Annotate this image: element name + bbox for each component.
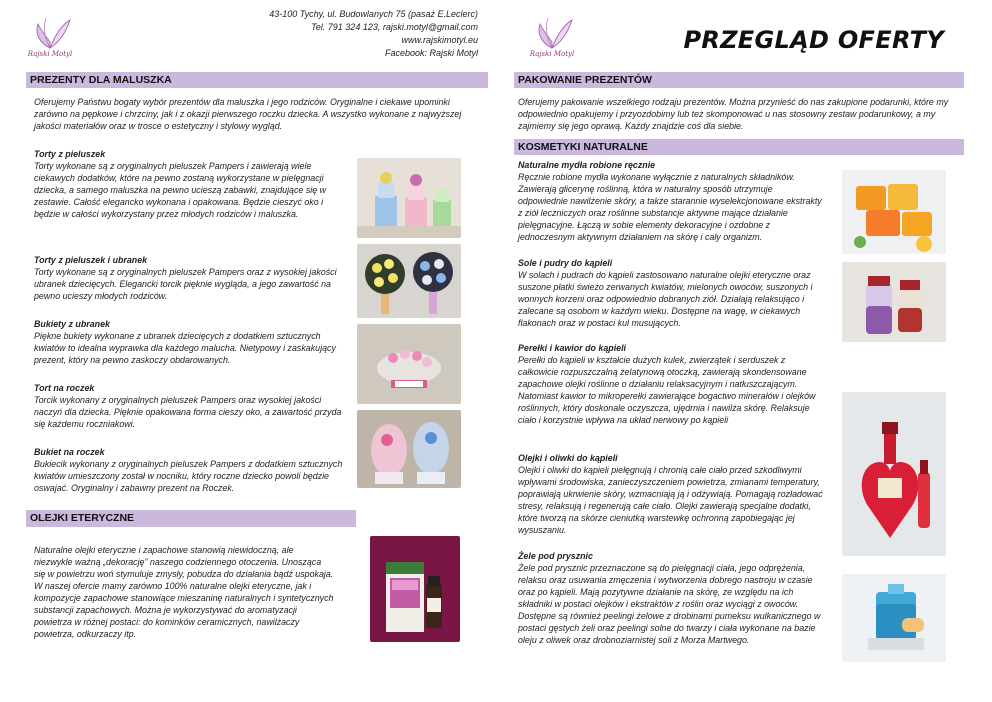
item-text: Torcik wykonany z oryginalnych pieluszek Pampers oraz wysokiej jakości naczyń dla dziecka. Pięknie opakowana forma cieszy oko, a zawartość przyda się każdemu roczniakowi. xyxy=(34,395,342,429)
bath-salts-photo xyxy=(842,262,946,342)
logo-text: Rajski Motyl xyxy=(27,50,73,58)
bath-oils-photo xyxy=(842,392,946,556)
contact-website[interactable]: www.rajskimotyl.eu xyxy=(401,35,478,45)
gift-wrapping-text: Oferujemy pakowanie wszelkiego rodzaju prezentów. Można przynieść do nas zakupione podarunki, które my odpowiednio opakujemy i przyozdobimy lub też skomponować u nas stosowny zestaw podarunkowy, a my zajmiemy się jego oprawą. Każdy znajdzie coś dla siebie. xyxy=(518,97,949,131)
diaper-cake-photo xyxy=(357,158,461,238)
item-title: Perełki i kawior do kąpieli xyxy=(518,343,627,353)
section-title-gift-wrapping: PAKOWANIE PREZENTÓW xyxy=(514,72,964,88)
butterfly-icon xyxy=(24,14,76,52)
item-title: Tort na roczek xyxy=(34,383,95,393)
contact-address: 43-100 Tychy, ul. Budowlanych 75 (pasaż E.Leclerc) xyxy=(269,9,478,19)
brand-logo xyxy=(526,14,578,66)
section-title-essential-oils: OLEJKI ETERYCZNE xyxy=(26,510,356,527)
item-title: Sole i pudry do kąpieli xyxy=(518,258,613,268)
gifts-intro: Oferujemy Państwu bogaty wybór prezentów dla maluszka i jego rodziców. Oryginalne i ciekawe upominki zarówno na pępkowe i chrzciny, jak i z okazji pierwszego roczku dziecka. A wszystko wykonane z najwyższej jakości materiałów oraz w trosce o estetyczny i stylowy wygląd. xyxy=(34,97,462,131)
item-text: Piękne bukiety wykonane z ubranek dziecięcych z dodatkiem sztucznych kwiatów to idealna wyprawka dla każdego malucha. Nietypowy i zaskakujący prezent, który na pewno zaskoczy obdarowanych. xyxy=(34,331,336,365)
item-handmade-soaps xyxy=(518,159,824,243)
soaps-photo xyxy=(842,170,946,254)
contact-phone-email[interactable]: Tel. 791 324 123, rajski.motyl@gmail.com xyxy=(311,22,478,32)
item-text: Bukiecik wykonany z oryginalnych pieluszek Pampers z dodatkiem sztucznych kwiatów umieszczony został w nocniku, który roczne dziecko powoli będzie oswajać. Oryginalny i zabawny prezent na Roczek. xyxy=(34,459,343,493)
item-title: Bukiety z ubranek xyxy=(34,319,110,329)
item-bath-oils xyxy=(518,452,824,536)
item-title: Olejki i oliwki do kąpieli xyxy=(518,453,618,463)
section-title-natural-cosmetics: KOSMETYKI NATURALNE xyxy=(514,139,964,155)
contact-facebook[interactable]: Facebook: Rajski Motyl xyxy=(384,48,478,58)
logo-text: Rajski Motyl xyxy=(529,50,575,58)
item-shower-gels xyxy=(518,550,824,646)
item-title: Bukiet na roczek xyxy=(34,447,105,457)
item-text: Torty wykonane są z oryginalnych pieluszek Pampers oraz z wysokiej jakości ubranek dziecięcych. Elegancki torcik pięknie wygląda, a jego zawartość na pewno ucieszy młodych rodziców. xyxy=(34,267,337,301)
item-title: Naturalne mydła robione ręcznie xyxy=(518,160,656,170)
item-text: Żele pod prysznic przeznaczone są do pielęgnacji ciała, jego odprężenia, relaksu oraz usuwania zmęczenia i wytworzenia dobrego nastroju w czasie oraz po kąpieli. Mają pozytywne działanie na skórę, ze względu na ich składniki w postaci olejków i ekstraktów z roślin oraz wyciągi z owoców. Dostępne są również peelingi żelowe z drobinami pumeksu wulkanicznego w postaci gęstych żeli oraz peelingi solne do twarzy i ciała wykonane na bazie oleju z oliwek oraz drobnoziarnistej soli z Morza Martwego. xyxy=(518,563,821,645)
item-text: Perełki do kąpieli w kształcie dużych kulek, zwierzątek i serduszek z całkowicie rozpuszczalną żelatynową otoczką, zawierają skondensowane zapachowe olejki roślinne o działaniu relaksacyjnym i natłuszczającym. Natomiast kawior to mikroperełki zawierające bogactwo minerałów i olejków roślinnych, który doskonale oczyszcza, ujędrnia i nawilża skórę. Relaksuje ciało i korzystnie wpływa na układ nerwowy po kąpieli xyxy=(518,355,816,425)
item-birthday-cake xyxy=(34,382,344,430)
item-title: Torty z pieluszek xyxy=(34,149,106,159)
item-bath-pearls xyxy=(518,342,824,426)
butterfly-icon xyxy=(526,14,578,52)
page-title: PRZEGLĄD OFERTY xyxy=(683,26,944,54)
birthday-bouquet-photo xyxy=(357,410,461,488)
item-text: Olejki i oliwki do kąpieli pielęgnują i chronią całe ciało przed szkodliwymi wpływami środowiska, zanieczyszczeniem powietrza, zmianami temperatury, poprawiają ukrwienie skóry, wzmacniają ją i odżywiają. Pomagają rozładować stresy, relaksują i regenerują całe ciało. Olejki zawierają specjalne dodatki, które tworzą na skórze cieniutką warstewkę ochronną zapobiegając jej wysuszaniu. xyxy=(518,465,823,535)
item-title: Torty z pieluszek i ubranek xyxy=(34,255,148,265)
item-title: Żele pod prysznic xyxy=(518,551,593,561)
item-diaper-clothes-cakes xyxy=(34,254,344,302)
item-text: Ręcznie robione mydła wykonane wyłącznie z naturalnych składników. Zawierają glicerynę roślinną, która w naturalny sposób utrzymuje odpowiednie nawilżenie skóry, a także starannie wyselekcjonowane ekstrakty z ziół leczniczych oraz roślinne substancje aktywne mające działanie pielęgnacyjne. Łączą w sobie elementy dekoracyjne i ozdobne z jednoczesnym aktywnym działaniem na skórę i cały organizm. xyxy=(518,172,822,242)
item-text: W solach i pudrach do kąpieli zastosowano naturalne olejki eteryczne oraz suszone płatki świeżo zerwanych kwiatów, mielonych owoców, suszonych i wonnych korzeni oraz odpowiednio dobranych ziół. Działają relaksująco i zalecane są osobom w każdym wieku. Dostępne na wagę, w ciekawych flakonach oraz w postaci kul musujących. xyxy=(518,270,813,328)
birthday-cake-photo xyxy=(357,324,461,404)
section-title-gifts: PREZENTY DLA MALUSZKA xyxy=(26,72,488,88)
essential-oil-photo xyxy=(370,536,460,642)
item-clothes-bouquets xyxy=(34,318,344,366)
contact-block xyxy=(269,8,478,60)
item-text: Torty wykonane są z oryginalnych pieluszek Pampers i zawierają wiele ciekawych dodatków, które na pewno zostaną wykorzystane w pielęgnacji dziecka, a samego maluszka na pewno ucieszą zabawki, znajdujące się w zestawie. Całość elegancko wykonana i opakowana. Będzie cieszyć oko i będzie w całości wykorzystany przez młodych rodziców i maluszka. xyxy=(34,161,327,219)
clothes-bouquet-photo xyxy=(357,244,461,318)
item-birthday-bouquet xyxy=(34,446,344,494)
shower-gels-photo xyxy=(842,574,946,662)
essential-oils-text: Naturalne olejki eteryczne i zapachowe stanowią niewidoczną, ale niezwykle ważną „dekorację” naszego codziennego otoczenia. Unosząca się w powietrzu woń stymuluje zmysły, pobudza do działania bądź uspokaja. W naszej ofercie mamy zarówno 100% naturalne olejki eteryczne, jak i kompozycje zapachowe stanowiące mieszaninę naturalnych i syntetycznych substancji zapachowych. Można je wykorzystywać do aromatyzacji powietrza w różnej postaci: do kominków ceramicznych, nawilżaczy powietrza, odkurzaczy itp. xyxy=(34,545,334,639)
brand-logo xyxy=(24,14,76,66)
item-bath-salts xyxy=(518,257,824,329)
item-diaper-cakes xyxy=(34,148,344,220)
right-page xyxy=(496,0,992,702)
